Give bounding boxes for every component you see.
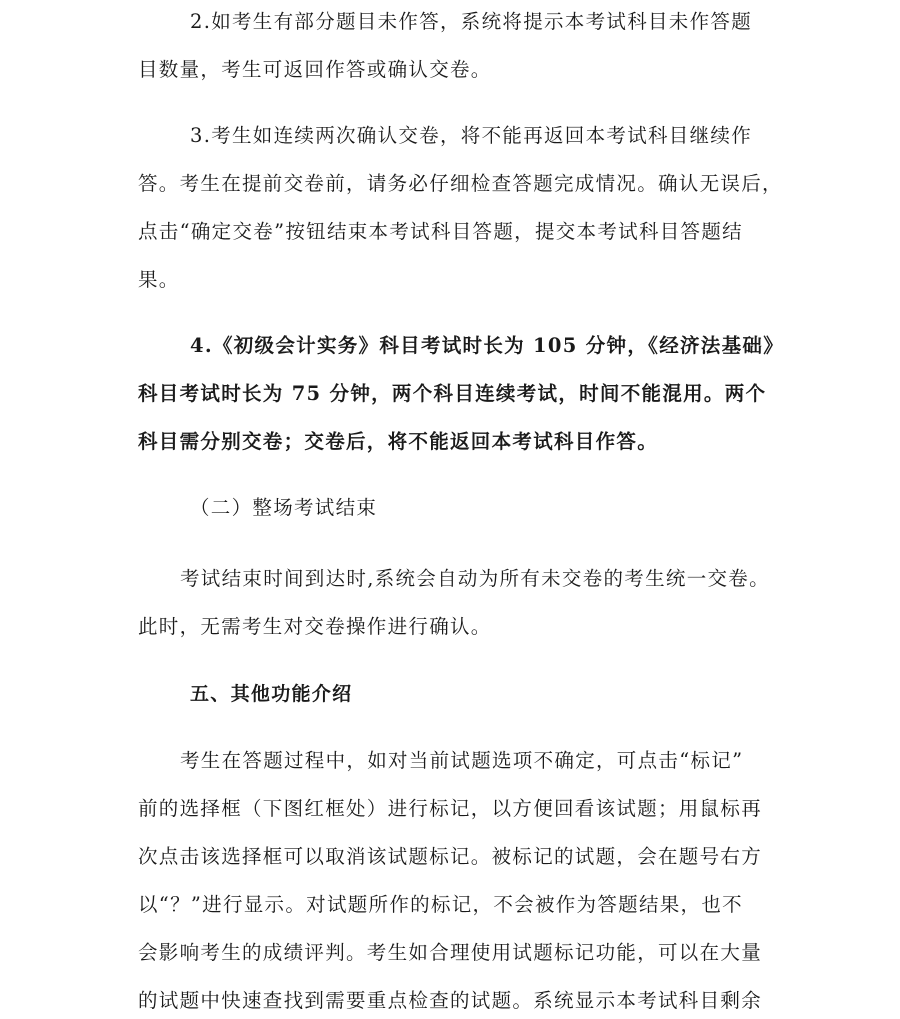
para5-line-1: 考试结束时间到达时,系统会自动为所有未交卷的考生统一交卷。 [180,567,770,590]
subheading-exam-end: （二）整场考试结束 [190,496,378,519]
para4-line-3: 科目需分别交卷；交卷后，将不能返回本考试科目作答。 [138,430,659,453]
para2-line-1: 2.如考生有部分题目未作答，系统将提示本考试科目未作答题 [190,10,753,33]
para3-line-3: 点击“确定交卷”按钮结束本考试科目答题，提交本考试科目答题结 [138,220,743,243]
para3-line-4: 果。 [138,268,180,291]
para4-line-2: 科目考试时长为 75 分钟，两个科目连续考试，时间不能混用。两个 [138,382,767,405]
para6-line-4: 以“？”进行显示。对试题所作的标记，不会被作为答题结果，也不 [138,893,743,916]
para5-line-2: 此时，无需考生对交卷操作进行确认。 [138,615,492,638]
section-heading-other-features: 五、其他功能介绍 [190,683,353,705]
para6-line-3: 次点击该选择框可以取消该试题标记。被标记的试题，会在题号右方 [138,845,763,868]
para3-line-1: 3.考生如连续两次确认交卷，将不能再返回本考试科目继续作 [190,124,753,147]
para6-line-2: 前的选择框（下图红框处）进行标记，以方便回看该试题；用鼠标再 [138,797,763,820]
para6-line-1: 考生在答题过程中，如对当前试题选项不确定，可点击“标记” [180,749,744,772]
para3-line-2: 答。考生在提前交卷前，请务必仔细检查答题完成情况。确认无误后， [138,172,783,195]
para2-line-2: 目数量，考生可返回作答或确认交卷。 [138,58,492,81]
para6-line-6: 的试题中快速查找到需要重点检查的试题。系统显示本考试科目剩余 [138,989,763,1012]
para4-line-1: 4.《初级会计实务》科目考试时长为 105 分钟，《经济法基础》 [190,334,784,357]
para6-line-5: 会影响考生的成绩评判。考生如合理使用试题标记功能，可以在大量 [138,941,763,964]
